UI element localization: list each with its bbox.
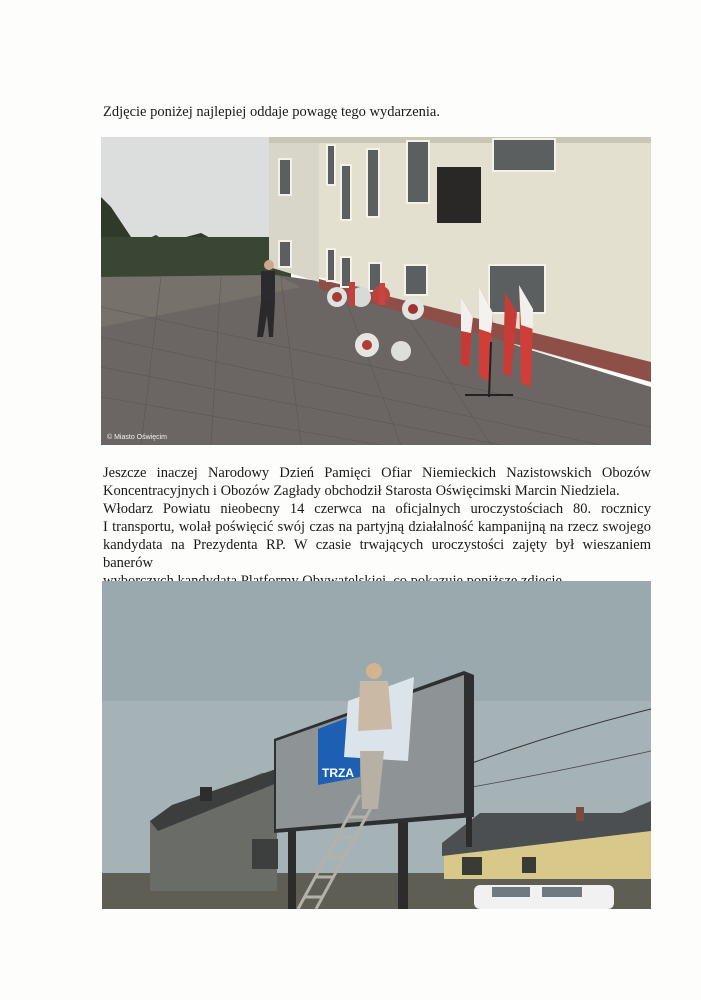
memorial-ceremony-photo — [101, 137, 651, 445]
body-paragraph — [103, 464, 651, 590]
intro-sentence: Zdjęcie poniżej najlepiej oddaje powagę tego wydarzenia. — [103, 104, 440, 120]
paragraph-line: kandydata na Prezydenta RP. W czasie trwających uroczystości zajęty był wieszaniem banerów — [103, 537, 651, 571]
paragraph-line: Jeszcze inaczej Narodowy Dzień Pamięci Ofiar Niemieckich Nazistowskich Obozów — [103, 465, 651, 481]
paragraph-line: Włodarz Powiatu nieobecny 14 czerwca na oficjalnych uroczystościach 80. rocznicy — [103, 501, 651, 517]
banner-text: TRZA — [322, 766, 354, 780]
billboard-photo-drawing — [102, 581, 651, 909]
billboard-photo — [102, 581, 651, 909]
paragraph-line: I transportu, wolał poświęcić swój czas na partyjną działalność kampanijną na rzecz swojego — [103, 519, 651, 535]
memorial-photo-drawing — [101, 137, 651, 445]
photo-credit: © Miasto Oświęcim — [107, 434, 167, 441]
paragraph-line: Koncentracyjnych i Obozów Zagłady obchodził Starosta Oświęcimski Marcin Niedziela. — [103, 483, 620, 499]
